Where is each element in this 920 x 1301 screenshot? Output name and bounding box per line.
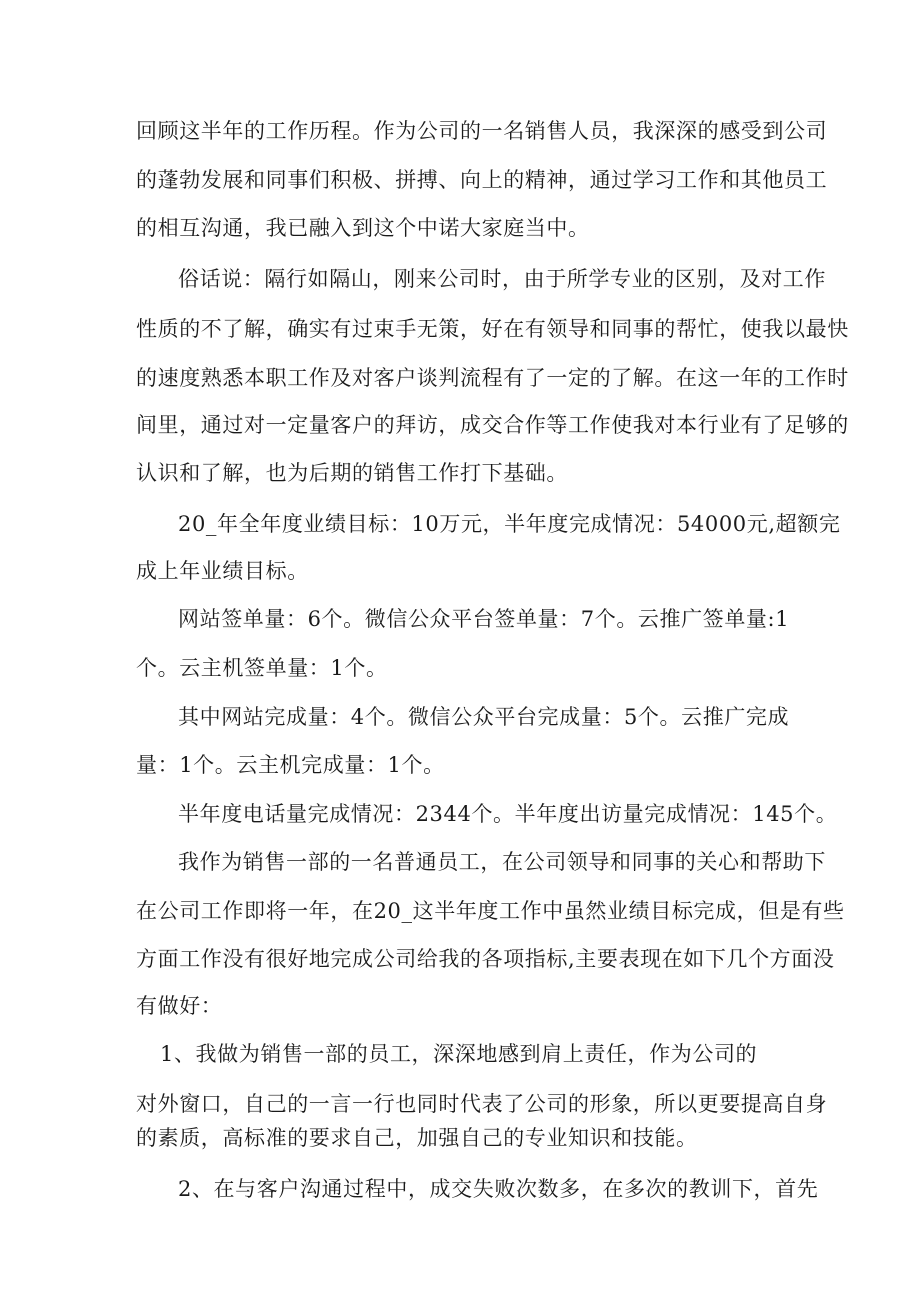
text-line: 有做好：: [136, 994, 223, 1018]
text-line: 对外窗口，自己的一言一行也同时代表了公司的形象，所以更要提高自身: [136, 1092, 828, 1116]
text-line: 个。云主机签单量：1个。: [136, 656, 388, 680]
text-line: 性质的不了解，确实有过束手无策，好在有领导和同事的帮忙，使我以最快: [136, 317, 849, 341]
text-line: 我作为销售一部的一名普通员工，在公司领导和同事的关心和帮助下: [178, 850, 826, 874]
text-line: 间里，通过对一定量客户的拜访，成交合作等工作使我对本行业有了足够的: [136, 413, 849, 437]
text-line: 成上年业绩目标。: [136, 559, 309, 583]
text-line: 网站签单量：6个。微信公众平台签单量：7个。云推广签单量:1: [178, 607, 790, 631]
text-line: 在公司工作即将一年，在20_这半年度工作中虽然业绩目标完成，但是有些: [136, 899, 845, 923]
text-line: 认识和了解，也为后期的销售工作打下基础。: [136, 461, 568, 485]
text-line: 2、在与客户沟通过程中，成交失败次数多，在多次的教训下，首先: [178, 1177, 819, 1201]
text-line: 的相互沟通，我已融入到这个中诺大家庭当中。: [136, 216, 590, 240]
text-line: 的速度熟悉本职工作及对客户谈判流程有了一定的了解。在这一年的工作时: [136, 366, 849, 390]
text-line: 其中网站完成量：4个。微信公众平台完成量：5个。云推广完成: [178, 705, 790, 729]
text-line: 回顾这半年的工作历程。作为公司的一名销售人员，我深深的感受到公司: [136, 119, 828, 143]
text-line: 量：1个。云主机完成量：1个。: [136, 753, 445, 777]
text-line: 俗话说：隔行如隔山，刚来公司时，由于所学专业的区别，及对工作: [178, 267, 826, 291]
text-line: 的素质，高标准的要求自己，加强自己的专业知识和技能。: [136, 1126, 698, 1150]
text-line: 方面工作没有很好地完成公司给我的各项指标,主要表现在如下几个方面没: [136, 947, 835, 971]
text-line: 的蓬勃发展和同事们积极、拼搏、向上的精神，通过学习工作和其他员工: [136, 168, 828, 192]
text-line: 1、我做为销售一部的员工，深深地感到肩上责任，作为公司的: [160, 1042, 758, 1066]
text-line: 半年度电话量完成情况：2344个。半年度出访量完成情况：145个。: [178, 802, 838, 826]
text-line: 20_年全年度业绩目标：10万元，半年度完成情况：54000元,超额完: [178, 512, 841, 536]
